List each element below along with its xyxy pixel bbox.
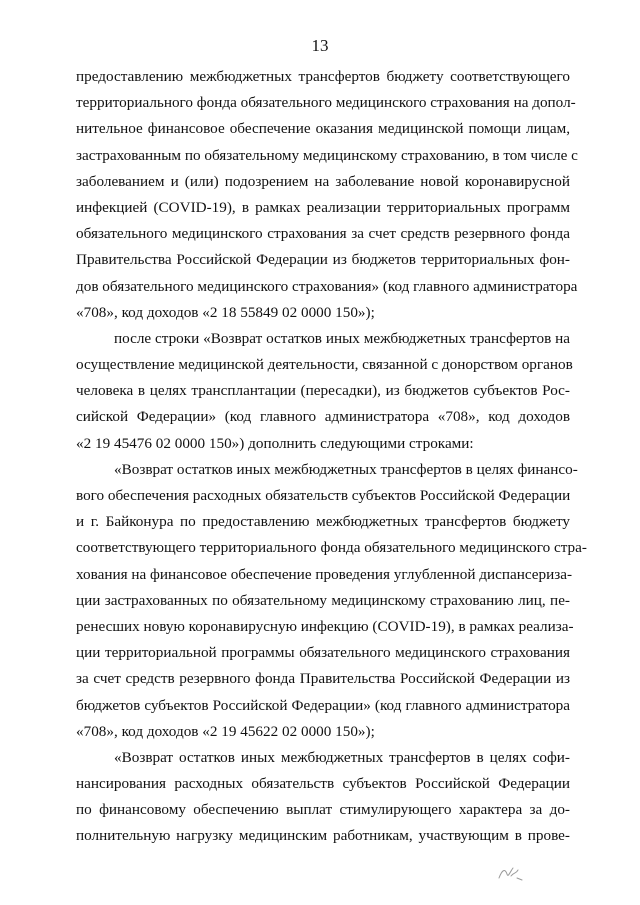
- text-line: инфекцией (COVID-19), в рамках реализации территориальных программ: [76, 198, 570, 216]
- text-line: ции застрахованных по обязательному медицинскому страхованию лиц, пе-: [76, 591, 570, 609]
- text-line: заболеванием и (или) подозрением на заболевание новой коронавирусной: [76, 172, 570, 190]
- text-line: застрахованным по обязательному медицинскому страхованию, в том числе с: [76, 146, 578, 164]
- text-line: по финансовому обеспечению выплат стимулирующего характера за до-: [76, 801, 570, 819]
- text-line: осуществление медицинской деятельности, связанной с донорством органов: [76, 356, 573, 374]
- text-line: предоставлению межбюджетных трансфертов бюджету соответствующего: [76, 68, 570, 85]
- text-line: за счет средств резервного фонда Правительства Российской Федерации из: [76, 670, 570, 688]
- text-line: «Возврат остатков иных межбюджетных трансфертов в целях финансо-: [114, 460, 578, 478]
- text-line: после строки «Возврат остатков иных межбюджетных трансфертов на: [114, 329, 570, 347]
- text-line: сийской Федерации» (код главного администратора «708», код доходов: [76, 408, 570, 426]
- text-line: «708», код доходов «2 18 55849 02 0000 150»);: [76, 303, 375, 321]
- text-line: вого обеспечения расходных обязательств субъектов Российской Федерации: [76, 487, 571, 504]
- text-line: «Возврат остатков иных межбюджетных трансфертов в целях софи-: [114, 748, 570, 766]
- text-line: человека в целях трансплантации (пересадки), из бюджетов субъектов Рос-: [76, 382, 570, 400]
- text-line: Правительства Российской Федерации из бюджетов территориальных фон-: [76, 251, 570, 269]
- paragraph-2: [76, 326, 573, 457]
- text-line: обязательного медицинского страхования за счет средств резервного фонда: [76, 225, 570, 243]
- page-number: 13: [311, 36, 329, 55]
- handwritten-mark-icon: [496, 860, 526, 884]
- text-line: территориального фонда обязательного медицинского страхования на допол-: [76, 94, 576, 112]
- text-line: и г. Байконура по предоставлению межбюджетных трансфертов бюджету: [76, 513, 570, 531]
- text-line: хования на финансовое обеспечение проведения углубленной диспансериза-: [76, 565, 573, 583]
- text-line: нительное финансовое обеспечение оказания медицинской помощи лицам,: [76, 120, 570, 138]
- text-line: ции территориальной программы обязательного медицинского страхования: [76, 644, 570, 662]
- paragraph-4: [76, 745, 570, 850]
- text-line: бюджетов субъектов Российской Федерации» (код главного администратора: [76, 696, 570, 714]
- text-line: дов обязательного медицинского страхования» (код главного администратора: [76, 277, 578, 295]
- paragraph-3: [76, 457, 587, 745]
- text-line: соответствующего территориального фонда обязательного медицинского стра-: [76, 539, 587, 557]
- document-body: [76, 64, 587, 850]
- paragraph-1: [76, 64, 578, 326]
- text-line: «708», код доходов «2 19 45622 02 0000 150»);: [76, 722, 375, 740]
- text-line: ренесших новую коронавирусную инфекцию (COVID-19), в рамках реализа-: [76, 617, 574, 635]
- text-line: полнительную нагрузку медицинским работникам, участвующим в прове-: [76, 827, 570, 845]
- text-line: нансирования расходных обязательств субъектов Российской Федерации: [76, 775, 570, 793]
- text-line: «2 19 45476 02 0000 150») дополнить следующими строками:: [76, 434, 474, 452]
